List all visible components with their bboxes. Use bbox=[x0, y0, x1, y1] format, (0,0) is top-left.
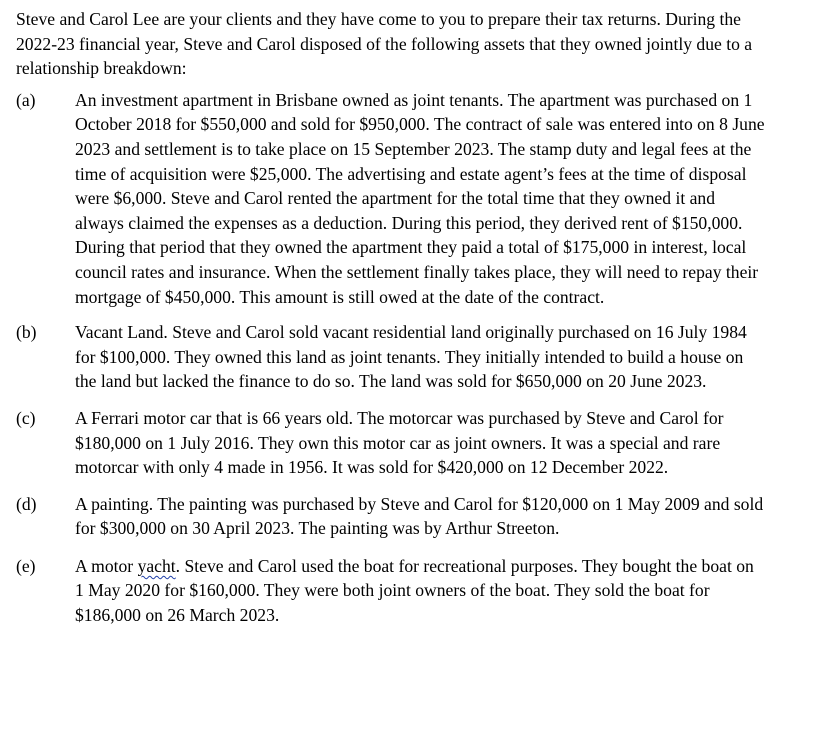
list-item-a bbox=[16, 88, 828, 309]
spellcheck-marked-word: yacht bbox=[137, 555, 176, 576]
document bbox=[16, 7, 828, 628]
item-text-end: . Steve and Carol used the boat for recreational purposes. They bought the boat on 1 May 2020 for $160,000. They were both joint owners of the boat. They sold the boat for $186,000 on 26 March 2023. bbox=[75, 555, 754, 626]
intro-paragraph: Steve and Carol Lee are your clients and they have come to you to prepare their tax returns. During the 2022-23 financial year, Steve and Carol disposed of the following assets that they owned jointly due to a relationship breakdown: bbox=[16, 9, 753, 79]
item-label: (e) bbox=[16, 555, 36, 576]
list-item-d bbox=[16, 492, 828, 541]
item-text-start: A motor bbox=[75, 555, 138, 576]
item-label: (c) bbox=[16, 407, 36, 428]
list-item-b bbox=[16, 320, 828, 394]
item-text: A Ferrari motor car that is 66 years old. The motorcar was purchased by Steve and Carol for $180,000 on 1 July 2016. They own this motor car as joint owners. It was a special and rare motorcar with only 4 made in 1956. It was sold for $420,000 on 12 December 2022. bbox=[75, 407, 724, 478]
list-item-c bbox=[16, 406, 828, 480]
item-text: A painting. The painting was purchased by Steve and Carol for $120,000 on 1 May 2009 and sold for $300,000 on 30 April 2023. The painting was by Arthur Streeton. bbox=[75, 493, 764, 539]
item-label: (a) bbox=[16, 89, 36, 110]
item-text: Vacant Land. Steve and Carol sold vacant residential land originally purchased on 16 July 1984 for $100,000. They owned this land as joint tenants. They initially intended to build a house on the land but lacked the finance to do so. The land was sold for $650,000 on 20 June 2023. bbox=[75, 322, 747, 392]
item-text bbox=[75, 554, 765, 628]
item-label: (d) bbox=[16, 493, 37, 514]
list-item-e bbox=[16, 554, 828, 628]
item-label: (b) bbox=[16, 322, 37, 343]
item-text: An investment apartment in Brisbane owned as joint tenants. The apartment was purchased on 1 October 2018 for $550,000 and sold for $950,000. The contract of sale was entered into on 8 June 2023 and settlement is to take place on 15 September 2023. The stamp duty and legal fees at the time of acquisition were $25,000. The advertising and estate agent’s fees at the time of disposal were $6,000. Steve and Carol rented the apartment for the total time that they owned it and always claimed the expenses as a deduction. During this period, they derived rent of $150,000. During that period that they owned the apartment they paid a total of $175,000 in interest, local council rates and insurance. When the settlement finally takes place, they will need to repay their mortgage of $450,000. This amount is still owed at the date of the contract. bbox=[75, 89, 765, 307]
